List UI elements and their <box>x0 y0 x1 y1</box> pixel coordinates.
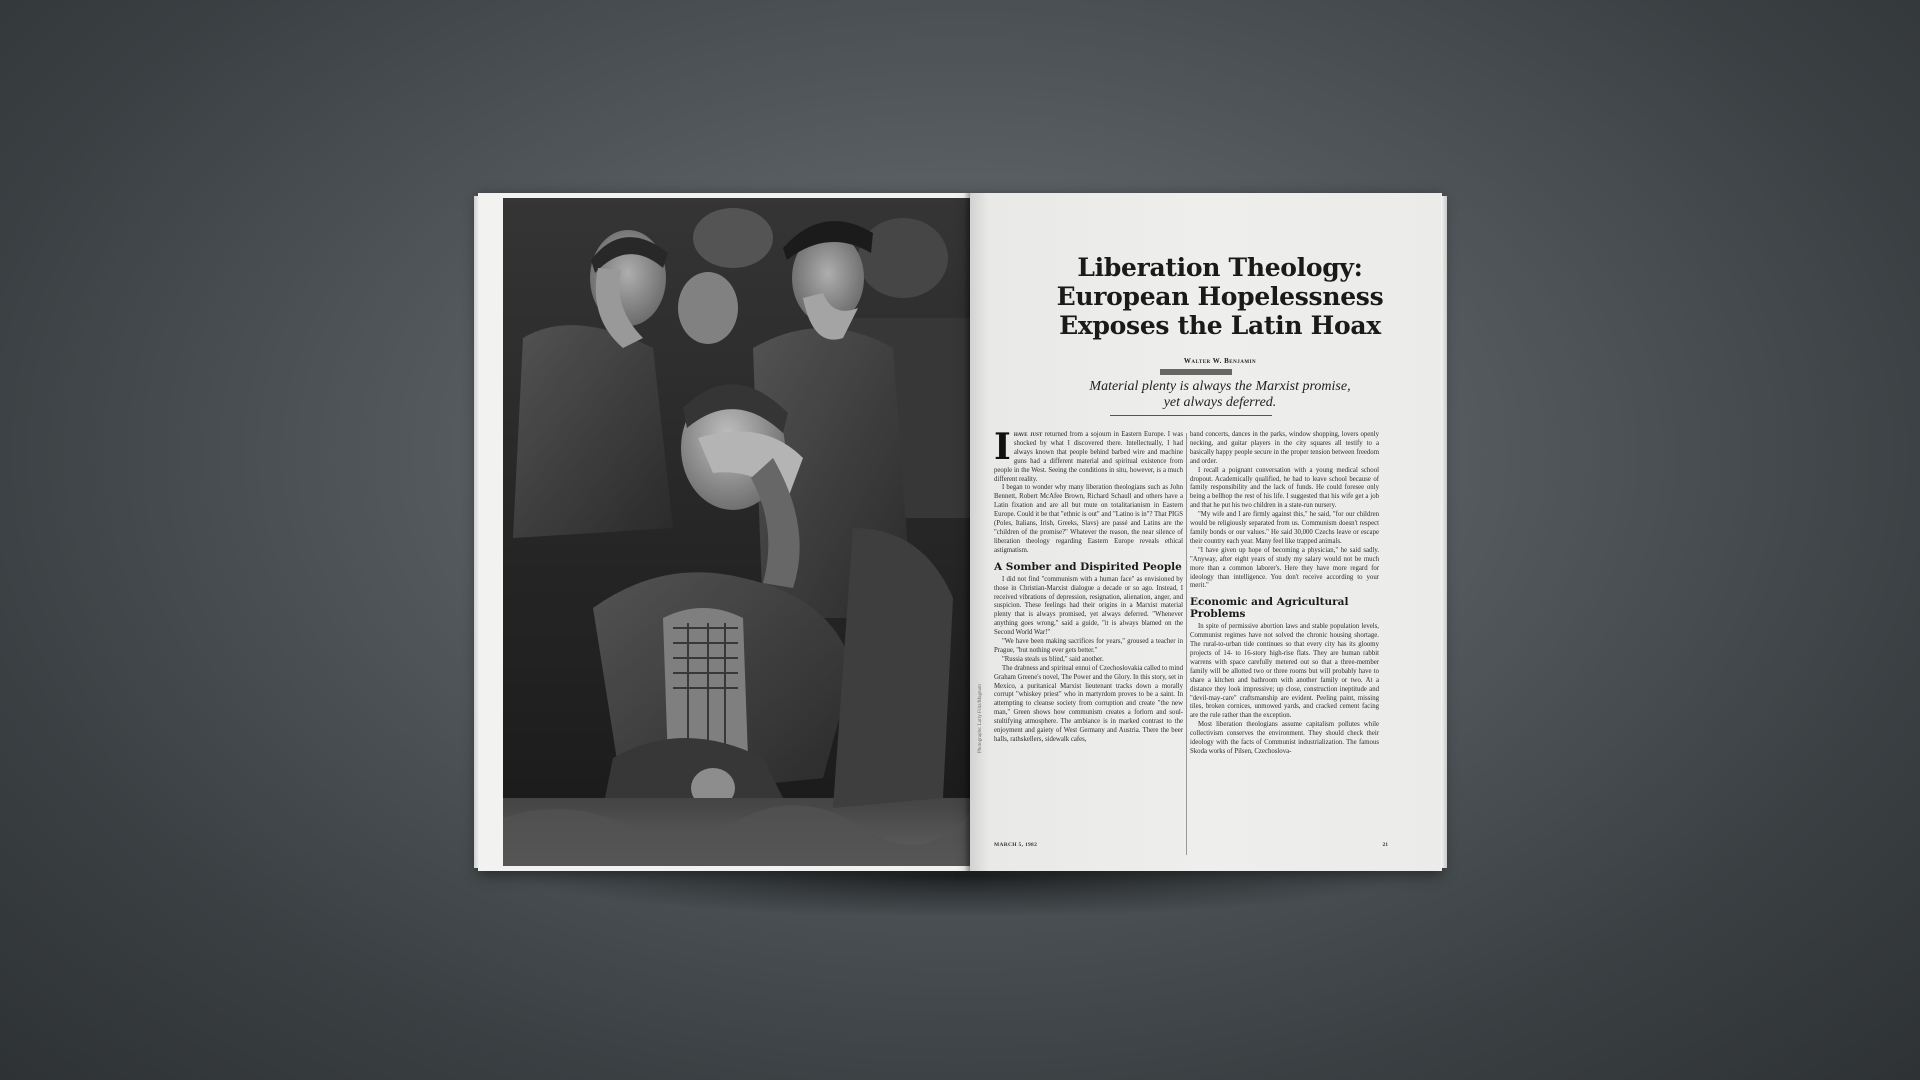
text-column-1 <box>994 431 1183 857</box>
deck-line-2: yet always deferred. <box>1163 395 1277 410</box>
footer-date: MARCH 5, 1982 <box>994 842 1038 848</box>
article-photo <box>503 198 970 866</box>
deck-line-1: Material plenty is always the Marxist promise, <box>1089 379 1351 394</box>
paragraph: The drabness and spiritual ennui of Czechoslovakia called to mind Graham Greene's novel, The Power and the Glory. In this story, set in Mexico, a puritanical Marxist lieutenant tracks down a morally corrupt "whiskey priest" who in martyrdom proves to be a saint. In attempting to cleanse society from corruption and create "the new man," Green shows how communism creates a forlorn and soul-stultifying atmosphere. The ambiance is in marked contrast to the enjoyment and gaiety of West Germany and Austria. There the beer halls, rathskellers, sidewalk cafes, <box>994 664 1183 743</box>
article-title <box>1010 253 1430 340</box>
paragraph: "We have been making sacrifices for years," groused a teacher in Prague, "but nothing ever gets better." <box>994 638 1183 654</box>
title-line-2: European Hopelessness <box>1056 282 1384 311</box>
page-number: 21 <box>1382 842 1388 848</box>
paragraph: In spite of permissive abortion laws and stable population levels, Communist regimes have not solved the chronic housing shortage. The rural-to-urban tide continues so that every city has its gloomy projects of 14- to 16-story high-rise flats. They are human rabbit warrens with space carefully metered out so that a three-member family will be allotted two or three rooms but will probably have to share a kitchen and bathroom with another family or two. At a distance they look impressive; up close, construction ineptitude and "devil-may-care" craftsmanship are evident. Peeling paint, missing tiles, broken cornices, unmowed yards, and cracked cement facing are the rule rather than the exception. <box>1190 623 1379 720</box>
paragraph: I began to wonder why many liberation theologians such as John Bennett, Robert McAfee Brown, Richard Schaull and others have a Latin fixation and are all but mute on totalitarianism in Eastern Europe. Could it be that "ethnic is out" and "Latino is in"? That PIGS (Poles, Italians, Irish, Greeks, Slavs) are passé and Latins are the "children of the promise?" Whatever the reason, the near silence of liberation theology regarding Eastern Europe reveals ethical astigmatism. <box>994 484 1183 554</box>
title-line-3: Exposes the Latin Hoax <box>1059 311 1381 340</box>
paragraph: "Russia steals us blind," said another. <box>1002 655 1104 663</box>
photo-illustration <box>503 198 970 866</box>
intro-smallcaps: have just <box>1013 431 1043 438</box>
paragraph: "My wife and I are firmly against this," he said, "for our children would be religiously separated from us. Communism doesn't respect family bonds or our values." He said 30,000 Czechs leave or escape their country each year. Many feel like trapped animals. <box>1190 511 1379 545</box>
byline-bar <box>1160 369 1232 375</box>
paragraph: I recall a poignant conversation with a young medical school dropout. Academically qualified, he had to leave school because of family responsibility and the lack of funds. He could foresee only being a bellhop the rest of his life. I suggested that his wife get a job and that he put his two children in a state-run nursery. <box>1190 466 1379 510</box>
paragraph: "I have given up hope of becoming a physician," he said sadly. "Anyway, after eight years of study my salary would not be much more than a common laborer's. Here they have more regard for ideology than intelligence. You don't receive according to your merit." <box>1190 546 1379 590</box>
page-edge-right <box>1441 196 1447 868</box>
section-heading: A Somber and Dispirited People <box>994 560 1182 573</box>
paragraph-text: returned from a sojourn in Eastern Europe. I was shocked by what I discovered there. Intellectually, I had always known that people behind barbed wire and machine guns had a different material and spiritual existence from people in the West. Seeing the conditions in situ, however, is a much different reality. <box>994 431 1183 483</box>
paragraph: band concerts, dances in the parks, window shopping, lovers openly necking, and guitar players in the city squares all testify to a basically happy people secure in the proper tension between freedom and order. <box>1190 431 1379 465</box>
page-edge-left <box>474 196 480 868</box>
left-page <box>478 193 970 871</box>
article-deck <box>1010 379 1430 411</box>
right-page <box>970 193 1442 871</box>
magazine-spread <box>478 193 1442 871</box>
deck-rule <box>1110 415 1272 416</box>
text-column-2 <box>1190 431 1379 857</box>
column-rule <box>1186 433 1187 855</box>
paragraph <box>994 431 1183 484</box>
paragraph: Most liberation theologians assume capitalism pollutes while collectivism conserves the environment. They should check their ideology with the facts of Communist industrialization. The famous Skoda works of Pilsen, Czechoslova- <box>1190 721 1379 755</box>
title-line-1: Liberation Theology: <box>1077 253 1363 282</box>
drop-cap: I <box>994 431 1011 468</box>
paragraph: I did not find "communism with a human face" as envisioned by those in Christian-Marxist dialogue a decade or so ago. Instead, I received vibrations of depression, resignation, alienation, anger, and suspicion. These feelings had their origins in a Marxist material plenty that is always promised, yet always deferred. "Whenever anything goes wrong," said a guide, "it is always blamed on the Second World War!" <box>994 575 1183 637</box>
byline: Walter W. Benjamin <box>1183 357 1257 365</box>
section-heading: Economic and Agricultural Problems <box>1190 596 1349 621</box>
photo-credit: Photographs: Larry Fritz/Magnum <box>978 684 983 753</box>
